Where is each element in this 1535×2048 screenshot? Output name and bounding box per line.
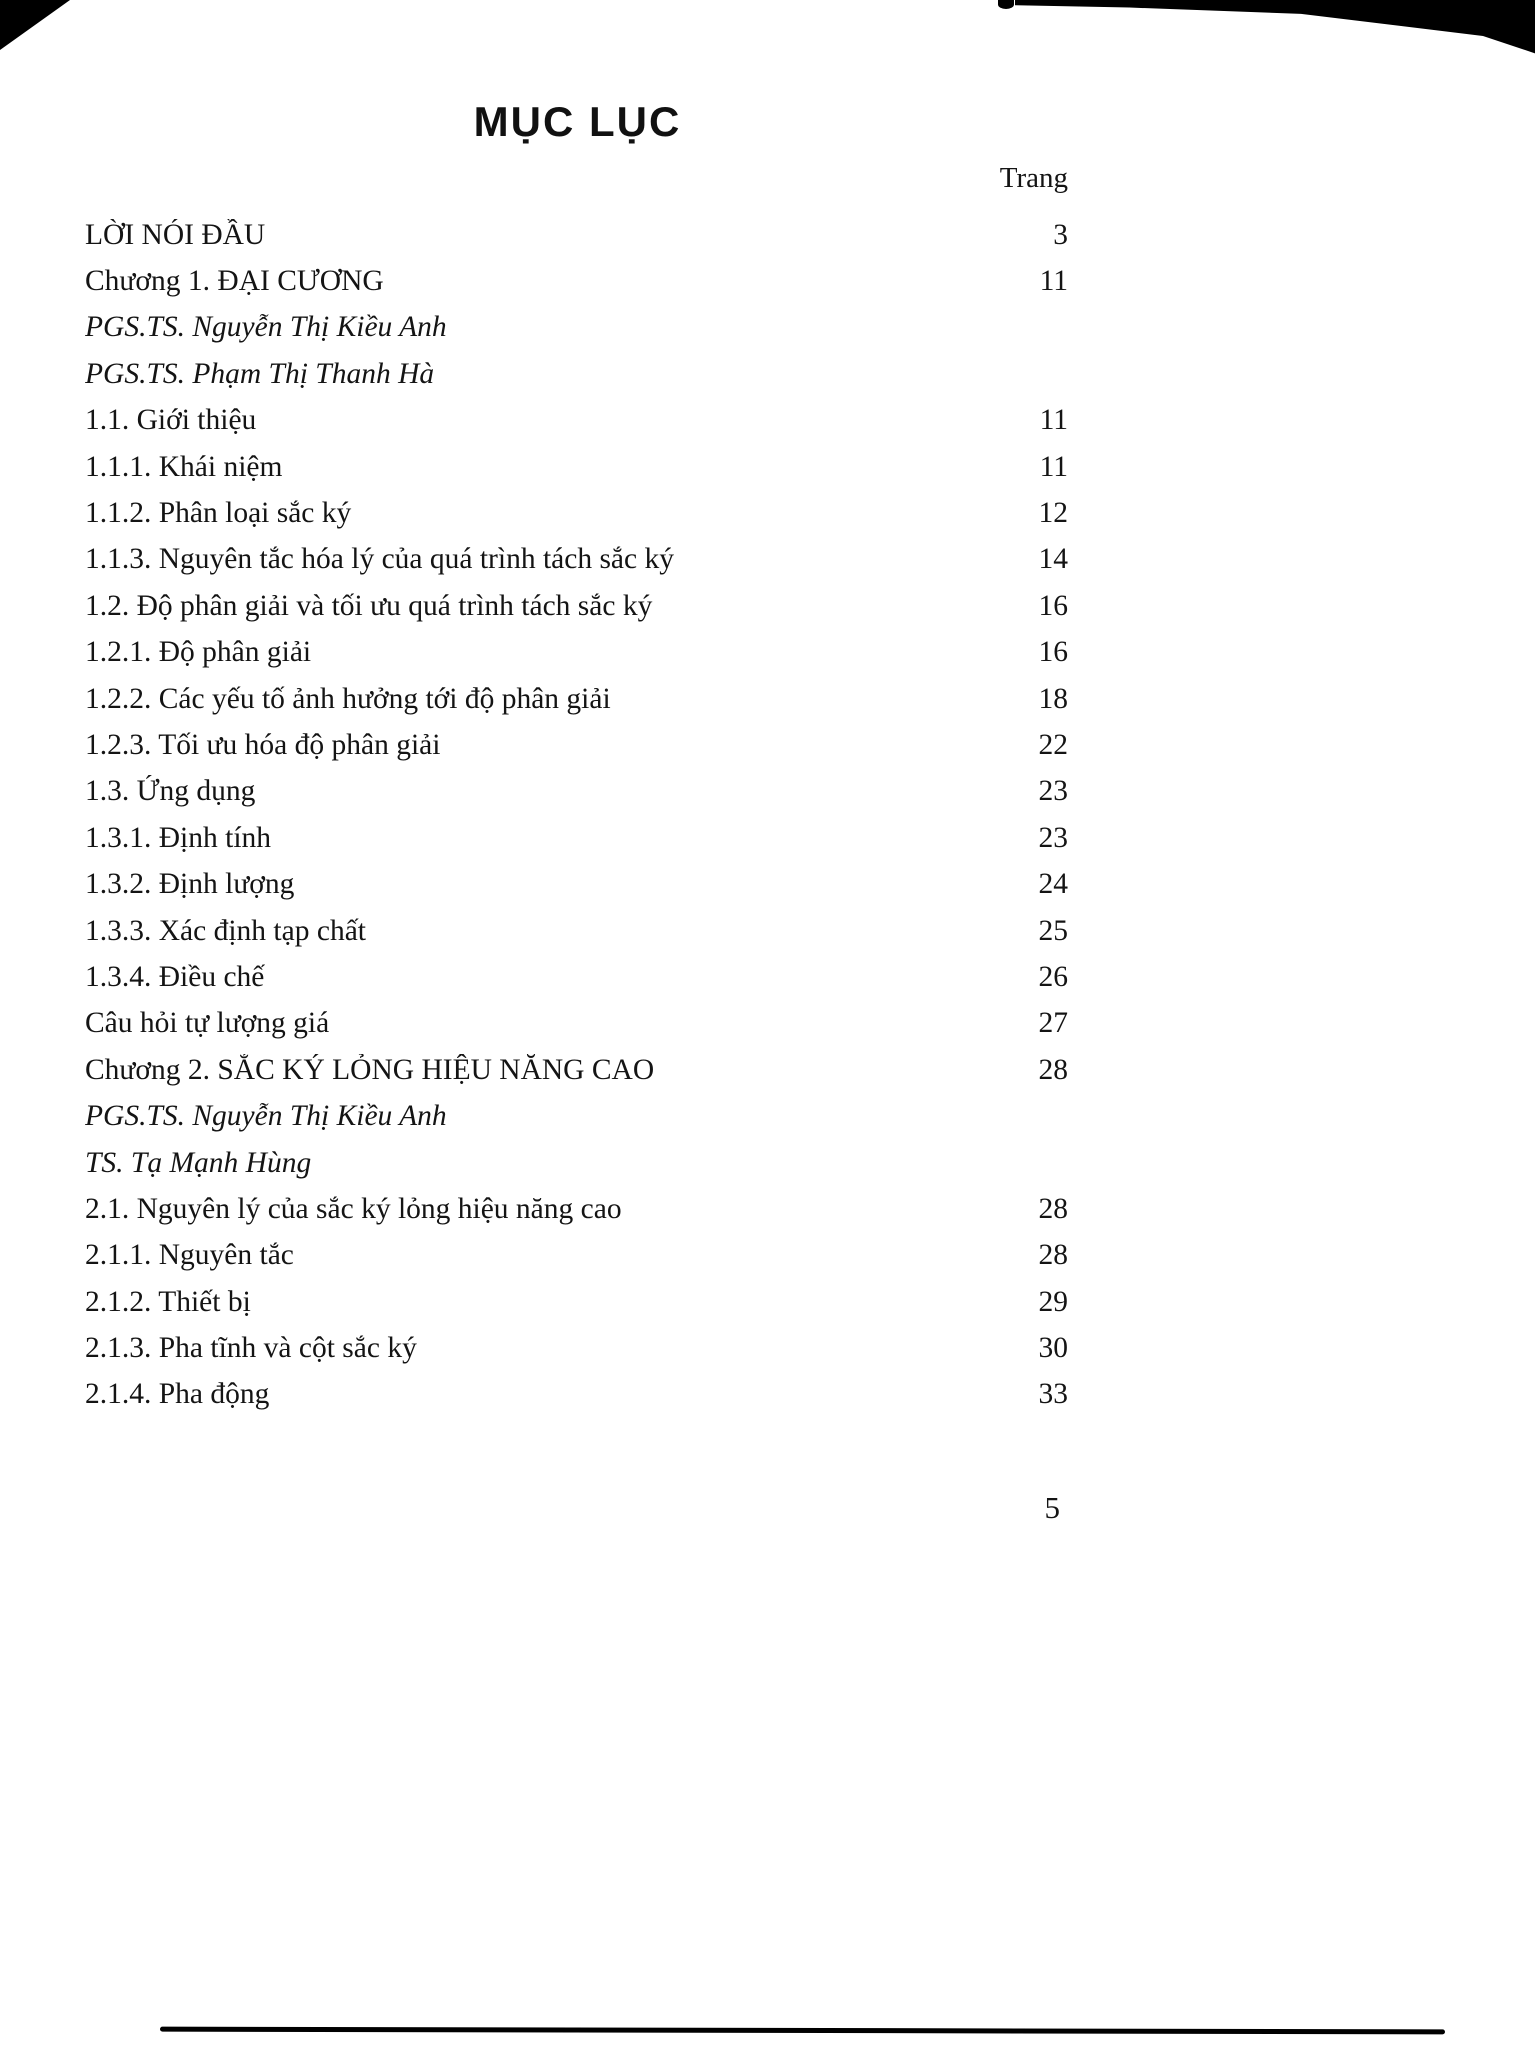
toc-entry [85,1093,1068,1139]
toc-entry-text: 2.1.2. Thiết bị [85,1285,251,1318]
toc-entry [85,258,1068,304]
toc-entry-text: Chương 1. ĐẠI CƯƠNG [85,265,384,298]
toc-entry-text: 1.1.1. Khái niệm [85,450,283,483]
toc-entry-text: Chương 2. SẮC KÝ LỎNG HIỆU NĂNG CAO [85,1053,655,1086]
toc-entry [85,351,1068,397]
toc-entry-page: 25 [1038,914,1068,947]
toc-entry [85,490,1068,536]
toc-entry-text: 2.1.4. Pha động [85,1378,270,1411]
toc-entry-page: 12 [1038,497,1068,530]
toc-entry-text: 1.1.2. Phân loại sắc ký [85,497,352,530]
toc-entry-text: 1.2. Độ phân giải và tối ưu quá trình tách sắc ký [85,589,653,622]
toc-entry-text: 1.2.1. Độ phân giải [85,636,312,669]
toc-entry [85,583,1068,629]
toc-entry-page: 11 [1039,265,1068,298]
toc-entry [85,1233,1068,1279]
toc-entry-text: 1.3. Ứng dụng [85,775,256,808]
toc-entry-page: 29 [1038,1285,1068,1318]
toc-entry-page: 16 [1038,636,1068,669]
toc-entry-text: 1.2.3. Tối ưu hóa độ phân giải [85,728,441,761]
toc-entry-page: 30 [1038,1332,1068,1365]
footer-page-number: 5 [1044,1490,1060,1525]
toc-entry [85,1047,1068,1093]
toc-entry-page: 23 [1038,775,1068,808]
toc-entry-page: 28 [1038,1053,1068,1086]
toc-entry-page: 3 [1053,218,1068,251]
toc-entry [85,1186,1068,1232]
toc-entry-text: PGS.TS. Nguyễn Thị Kiều Anh [85,311,447,344]
toc-entry-text: TS. Tạ Mạnh Hùng [85,1146,312,1179]
toc-entry-text: 1.3.3. Xác định tạp chất [85,914,366,947]
toc-entry [85,630,1068,676]
toc-entry-text: 1.3.1. Định tính [85,821,272,854]
toc-entry-text: 2.1.1. Nguyên tắc [85,1239,294,1272]
scan-artifact-dot [998,0,1014,9]
toc-entry-page: 14 [1038,543,1068,576]
toc-entry [85,1372,1068,1418]
toc-entry-page: 16 [1038,589,1068,622]
toc-entry-text: PGS.TS. Phạm Thị Thanh Hà [85,357,435,390]
toc-entry [85,444,1068,490]
toc-entry-text: 1.2.2. Các yếu tố ảnh hưởng tới độ phân giải [85,682,611,715]
toc-entry [85,722,1068,768]
toc-entry-text: 2.1. Nguyên lý của sắc ký lỏng hiệu năng cao [85,1192,622,1225]
toc-entry-page: 22 [1038,728,1068,761]
toc-entry [85,1001,1068,1047]
toc-entry [85,212,1068,258]
toc-entry-text: 2.1.3. Pha tĩnh và cột sắc ký [85,1332,417,1365]
toc-entry-page: 28 [1038,1192,1068,1225]
toc-entry [85,815,1068,861]
toc-entry-page: 33 [1038,1378,1068,1411]
toc-entry-page: 24 [1038,868,1068,901]
toc-list [85,212,1068,1418]
scan-artifact-top-left [0,0,70,50]
toc-entry [85,398,1068,444]
toc-entry [85,1140,1068,1186]
toc-entry-page: 11 [1039,404,1068,437]
toc-entry [85,769,1068,815]
toc-entry [85,676,1068,722]
toc-entry-text: 1.1.3. Nguyên tắc hóa lý của quá trình tách sắc ký [85,543,674,576]
toc-entry-text: Câu hỏi tự lượng giá [85,1007,330,1040]
toc-entry [85,1325,1068,1371]
toc-entry-page: 28 [1038,1239,1068,1272]
toc-entry [85,537,1068,583]
toc-entry [85,305,1068,351]
toc-entry-text: LỜI NÓI ĐẦU [85,218,266,251]
toc-entry-text: PGS.TS. Nguyễn Thị Kiều Anh [85,1100,447,1133]
toc-entry [85,908,1068,954]
toc-entry-text: 1.1. Giới thiệu [85,404,257,437]
toc-entry-page: 26 [1038,960,1068,993]
toc-entry [85,1279,1068,1325]
page-title: MỤC LỤC [473,98,682,145]
toc-entry-page: 23 [1038,821,1068,854]
toc-entry-text: 1.3.4. Điều chế [85,960,265,993]
toc-entry [85,954,1068,1000]
page-column-header: Trang [999,162,1068,194]
toc-entry-page: 11 [1039,450,1068,483]
toc-entry [85,861,1068,907]
toc-entry-text: 1.3.2. Định lượng [85,868,295,901]
scan-artifact-top-right [1015,0,1535,58]
scan-artifact-bottom-line [160,2027,1445,2035]
toc-entry-page: 18 [1038,682,1068,715]
toc-entry-page: 27 [1038,1007,1068,1040]
